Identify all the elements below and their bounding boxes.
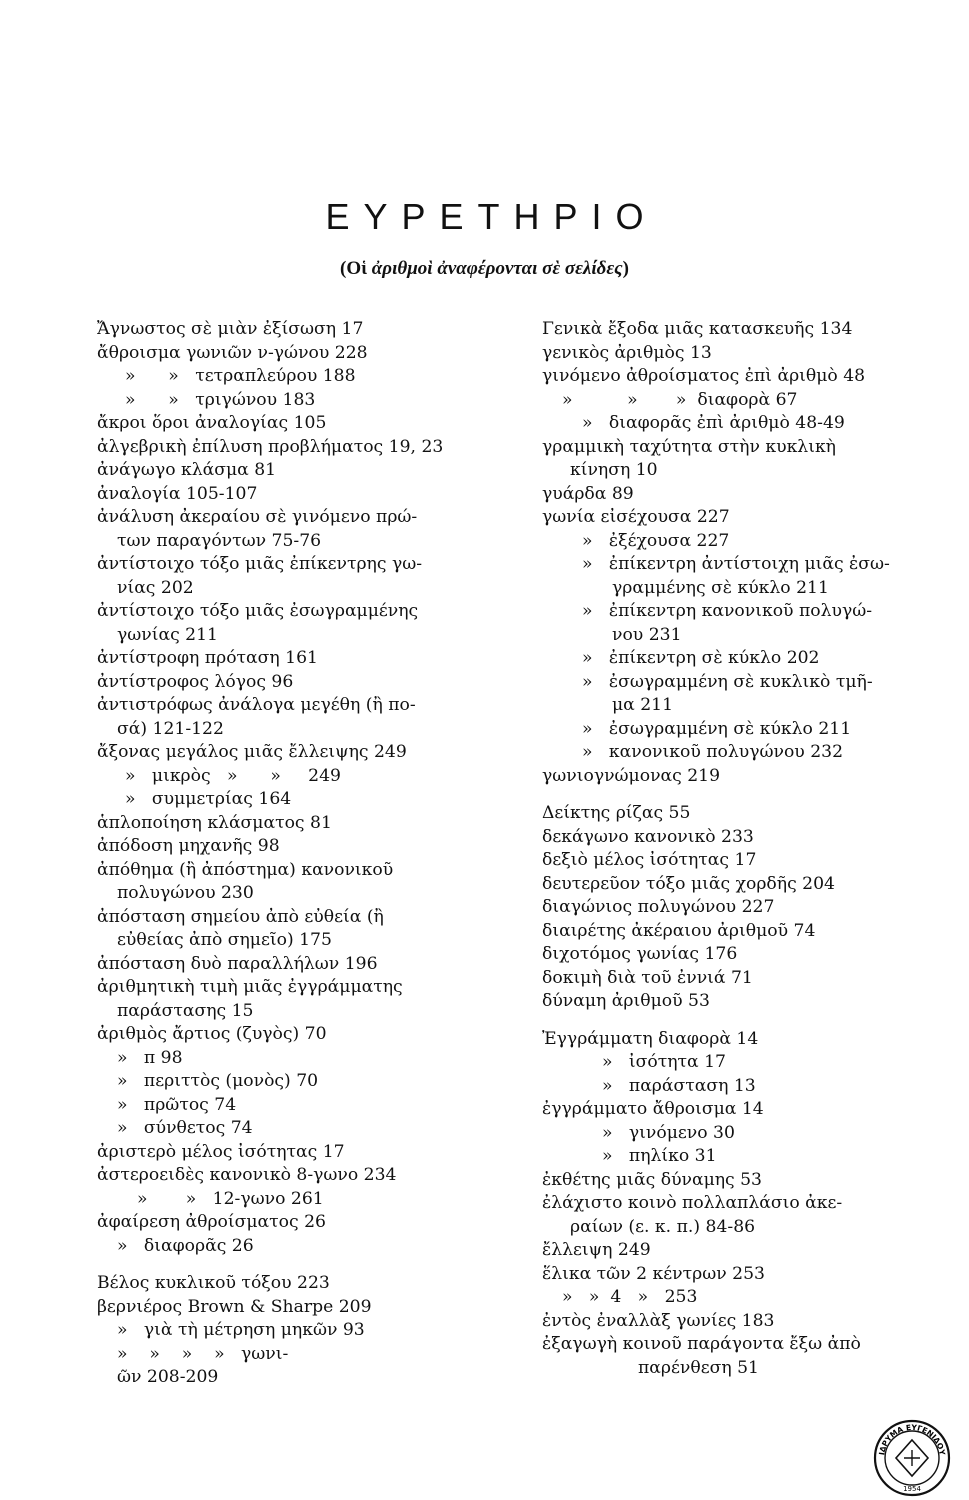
index-entry: ἀπόσταση δυὸ παραλλήλων 196 — [97, 953, 378, 974]
index-entry: μα 211 — [612, 695, 674, 715]
index-entry: ἄθροισμα γωνιῶν ν-γώνου 228 — [97, 342, 368, 363]
index-entry: » περιττὸς (μονὸς) 70 — [117, 1071, 319, 1091]
subtitle-open: (Οἱ — [340, 258, 372, 279]
index-entry: εὐθείας ἀπὸ σημεῖο) 175 — [117, 930, 332, 950]
index-entry: ἀφαίρεση ἀθροίσματος 26 — [97, 1212, 326, 1232]
index-entry: γραμμένης σὲ κύκλο 211 — [612, 577, 829, 598]
index-entry: βερνιέρος Brown & Sharpe 209 — [97, 1296, 372, 1317]
index-entry: Ἄγνωστος σὲ μιὰν ἐξίσωση 17 — [97, 319, 364, 339]
index-entry: ἀνάλυση ἀκεραίου σὲ γινόμενο πρώ- — [97, 507, 418, 527]
foundation-seal — [872, 1418, 952, 1498]
index-entry: διχοτόμος γωνίας 176 — [542, 944, 738, 964]
index-entry: » » » » γωνι- — [117, 1343, 289, 1364]
index-entry: δευτερεῦον τόξο μιᾶς χορδῆς 204 — [542, 873, 835, 894]
index-entry: σά) 121-122 — [117, 718, 224, 739]
index-entry: » π 98 — [117, 1047, 183, 1068]
index-entry: γενικὸς ἀριθμὸς 13 — [542, 342, 712, 363]
index-entry: γραμμικὴ ταχύτητα στὴν κυκλικὴ — [542, 436, 836, 457]
index-entry: » γινόμενο 30 — [602, 1122, 735, 1143]
index-entry: » ἰσότητα 17 — [602, 1052, 726, 1072]
index-entry: ἐκθέτης μιᾶς δύναμης 53 — [542, 1169, 762, 1190]
index-entry: ἀπόδοση μηχανῆς 98 — [97, 836, 280, 856]
index-entry: » μικρὸς » » 249 — [125, 765, 341, 786]
index-entry: ῶν 208-209 — [117, 1367, 219, 1387]
index-entry: » ἐσωγραμμένη σὲ κυκλικὸ τμῆ- — [582, 671, 873, 692]
index-entry: ἀντίστοιχο τόξο μιᾶς ἐσωγραμμένης — [97, 601, 419, 621]
index-entry: ἀριστερὸ μέλος ἰσότητας 17 — [97, 1141, 345, 1162]
index-entry: γυάρδα 89 — [542, 483, 634, 504]
index-entry: » ἐπίκεντρη σὲ κύκλο 202 — [582, 648, 820, 668]
index-entry: ἀριθμητικὴ τιμὴ μιᾶς ἐγγράμματης — [97, 977, 403, 997]
page-title: ΕΥΡΕΤΗΡΙΟ — [325, 196, 658, 237]
index-entry: » συμμετρίας 164 — [125, 789, 292, 809]
index-entry: ἀντίστοιχο τόξο μιᾶς ἐπίκεντρης γω- — [97, 554, 423, 574]
index-entry: ἀριθμὸς ἄρτιος (ζυγὸς) 70 — [97, 1024, 327, 1044]
index-entry: πολυγώνου 230 — [117, 883, 254, 903]
index-entry: ἀντιστρόφως ἀνάλογα μεγέθη (ἢ πο- — [97, 695, 416, 715]
index-entry: » παράσταση 13 — [602, 1075, 756, 1096]
index-entry: » γιὰ τὴ μέτρηση μηκῶν 93 — [117, 1320, 365, 1340]
index-entry: παράστασης 15 — [117, 1000, 254, 1021]
index-entry: νου 231 — [612, 624, 682, 645]
index-entry: ἔλλειψη 249 — [542, 1240, 651, 1260]
index-entry: ἐντὸς ἐναλλὰξ γωνίες 183 — [542, 1310, 775, 1331]
index-entry: » πηλίκο 31 — [602, 1146, 717, 1166]
index-entry: ἐξαγωγὴ κοινοῦ παράγοντα ἔξω ἀπὸ — [542, 1334, 861, 1354]
index-entry: ἀπόσταση σημείου ἀπὸ εὐθεία (ἢ — [97, 906, 384, 927]
index-entry: » ἐπίκεντρη κανονικοῦ πολυγώ- — [582, 601, 873, 621]
index-entry: γωνίας 211 — [117, 624, 218, 645]
index-entry: » ἐπίκεντρη ἀντίστοιχη μιᾶς ἐσω- — [582, 554, 890, 574]
index-entry: νίας 202 — [117, 577, 194, 598]
index-entry: ἕλικα τῶν 2 κέντρων 253 — [542, 1263, 765, 1284]
index-entry: δύναμη ἀριθμοῦ 53 — [542, 991, 710, 1011]
seal-ring-text: ΙΔΡΥΜΑ ΕΥΓΕΝΙΔΟΥ — [877, 1422, 947, 1456]
index-entry: παρένθεση 51 — [638, 1357, 759, 1378]
index-entry: ραίων (ε. κ. π.) 84-86 — [570, 1216, 756, 1237]
index-entry: διαιρέτης ἀκέραιου ἀριθμοῦ 74 — [542, 920, 816, 941]
index-entry: » σύνθετος 74 — [117, 1118, 253, 1138]
seal-year: 1954 — [903, 1485, 921, 1493]
index-entry: » » 12-γωνο 261 — [137, 1188, 324, 1209]
index-entry: ἀνάγωγο κλάσμα 81 — [97, 460, 277, 480]
index-entry: » ἐξέχουσα 227 — [582, 530, 730, 551]
index-entry: ἄξονας μεγάλος μιᾶς ἔλλειψης 249 — [97, 742, 407, 762]
index-entry: διαγώνιος πολυγώνου 227 — [542, 897, 775, 917]
index-entry: ἐλάχιστο κοινὸ πολλαπλάσιο ἀκε- — [542, 1193, 843, 1213]
index-entry: δεκάγωνο κανονικὸ 233 — [542, 826, 754, 847]
subtitle-text: ἀριθμοὶ ἀναφέρονται σὲ σελίδες — [371, 258, 623, 279]
index-entry: ἀλγεβρικὴ ἐπίλυση προβλήματος 19, 23 — [97, 436, 444, 457]
index-entry: ἄκροι ὅροι ἀναλογίας 105 — [97, 413, 327, 433]
index-entry: Γενικὰ ἔξοδα μιᾶς κατασκευῆς 134 — [542, 319, 853, 339]
index-column-left — [97, 318, 469, 1390]
index-entry: ἁπλοποίηση κλάσματος 81 — [97, 812, 332, 833]
index-entry: » ἐσωγραμμένη σὲ κύκλο 211 — [582, 718, 852, 739]
index-entry: » » 4 » 253 — [562, 1287, 698, 1307]
index-entry: κίνηση 10 — [570, 460, 658, 480]
index-entry: Βέλος κυκλικοῦ τόξου 223 — [97, 1273, 330, 1293]
index-entry: γινόμενο ἀθροίσματος ἐπὶ ἀριθμὸ 48 — [542, 366, 866, 386]
index-entry: » διαφορᾶς ἐπὶ ἀριθμὸ 48-49 — [582, 413, 845, 433]
index-entry: των παραγόντων 75-76 — [117, 530, 322, 551]
index-entry: Ἐγγράμματη διαφορὰ 14 — [542, 1028, 759, 1049]
index-entry: » διαφορᾶς 26 — [117, 1235, 254, 1256]
seal-emblem-cross — [904, 1450, 920, 1466]
index-column-right — [542, 318, 924, 1380]
subtitle-close: ) — [622, 258, 629, 279]
index-entry: ἀπόθημα (ἢ ἀπόστημα) κανονικοῦ — [97, 859, 394, 880]
index-entry: ἀντίστροφος λόγος 96 — [97, 671, 294, 692]
index-entry: » κανονικοῦ πολυγώνου 232 — [582, 742, 844, 762]
index-entry: ἀναλογία 105-107 — [97, 483, 258, 504]
index-entry: ἀντίστροφη πρόταση 161 — [97, 648, 318, 668]
index-entry: » » » διαφορὰ 67 — [562, 389, 798, 410]
index-entry: δεξιὸ μέλος ἰσότητας 17 — [542, 850, 757, 870]
page-subtitle — [0, 258, 969, 280]
index-entry: » » τριγώνου 183 — [125, 389, 316, 410]
index-entry: Δείκτης ρίζας 55 — [542, 803, 691, 823]
index-entry: ἐγγράμματο ἄθροισμα 14 — [542, 1099, 764, 1119]
index-entry: δοκιμὴ διὰ τοῦ ἐννιά 71 — [542, 967, 753, 988]
index-entry: γωνιογνώμονας 219 — [542, 765, 721, 786]
index-entry: » πρῶτος 74 — [117, 1094, 237, 1115]
index-entry: γωνία εἰσέχουσα 227 — [542, 507, 730, 527]
index-entry: ἀστεροειδὲς κανονικὸ 8-γωνο 234 — [97, 1165, 397, 1185]
index-entry: » » τετραπλεύρου 188 — [125, 366, 356, 386]
